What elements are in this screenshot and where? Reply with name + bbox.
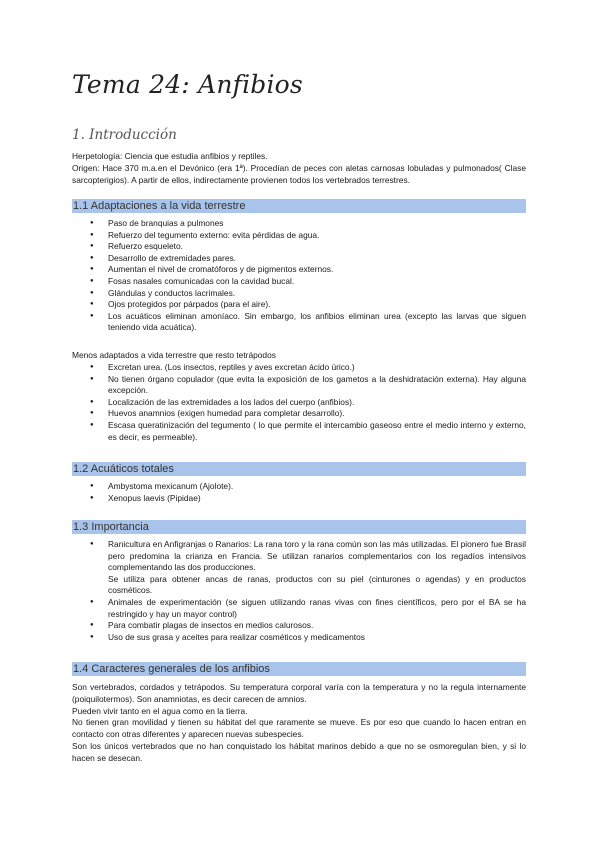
paragraph: Pueden vivir tanto en el agua como en la tierra. xyxy=(72,705,248,716)
list-item: ● Animales de experimentación (se siguen utilizando ranas vivas con fines científicos, pero por el BA se ha restringido y hay un mayor control) xyxy=(72,597,526,620)
ranicultura-extra: Se utiliza para obtener ancas de ranas, productos con su piel (cinturones o agendas) y en productos cosméticos. xyxy=(108,573,526,596)
importance-list xyxy=(72,539,526,643)
less-adapted-list xyxy=(72,362,526,443)
adaptations-list xyxy=(72,218,526,334)
list-item: ● Ojos protegidos por párpados (para el aire). xyxy=(72,299,526,311)
general-characters-text xyxy=(72,682,526,765)
list-item: ● Refuerzo del tegumento externo: evita pérdidas de agua. xyxy=(72,230,526,242)
subtitle-text: Menos adaptados a vida terrestre que resto tetrápodos xyxy=(72,350,276,360)
paragraph: Son los únicos vertebrados que no han conquistado los hábitat marinos debido a que no se osmoregulan bien, y si lo hacen se desecan. xyxy=(72,740,526,763)
list-item: ● Localización de las extremidades a los lados del cuerpo (anfibios). xyxy=(72,397,526,409)
intro-heading: 1. Introducción xyxy=(72,127,177,143)
intro-text xyxy=(72,151,526,186)
paragraph: No tienen gran movilidad y tienen su hábitat del que raramente se mueve. Es por eso que cuando lo hacen entran en contacto con otras diferentes y aparecen nuevas subespecies. xyxy=(72,717,526,740)
section-1-3-heading: 1.3 Importancia xyxy=(72,520,526,534)
section-1-4-heading: 1.4 Caracteres generales de los anfibios xyxy=(72,662,526,676)
list-item: ● Los acuáticos eliminan amoníaco. Sin embargo, los anfibios eliminan urea (excepto las larvas que siguen teniendo vida acuática). xyxy=(72,311,526,334)
document-title: Tema 24: Anfibios xyxy=(72,70,303,99)
list-item: ● Uso de sus grasa y aceites para realizar cosméticos y medicamentos xyxy=(72,632,526,644)
list-item: ● Glándulas y conductos lacrimales. xyxy=(72,288,526,300)
list-item: ● Refuerzo esqueleto. xyxy=(72,241,526,253)
list-item: ● Fosas nasales comunicadas con la cavidad bucal. xyxy=(72,276,526,288)
list-item: ● Huevos anamnios (exigen humedad para completar desarrollo). xyxy=(72,408,526,420)
section-1-2-heading: 1.2 Acuáticos totales xyxy=(72,462,526,476)
intro-paragraph: Herpetología: Ciencia que estudia anfibios y reptiles. xyxy=(72,151,268,161)
list-item: ● Paso de branquias a pulmones xyxy=(72,218,526,230)
section-1-1-heading: 1.1 Adaptaciones a la vida terrestre xyxy=(72,199,526,213)
list-item: ● Escasa queratinización del tegumento ( lo que permite el intercambio gaseoso entre el medio interno y externo, es decir, es permeable). xyxy=(72,420,526,443)
list-item: ● Para combatir plagas de insectos en medios calurosos. xyxy=(72,620,526,632)
paragraph: Son vertebrados, cordados y tetrápodos. Su temperatura corporal varía con la temperatura y no la regula internamente (poiquilotermos). Son anamniotas, es decir carecen de amnios. xyxy=(72,682,526,704)
list-item: ● Desarrollo de extremidades pares. xyxy=(72,253,526,265)
list-item: ● Excretan urea. (Los insectos, reptiles y aves excretan ácido úrico.) xyxy=(72,362,526,374)
intro-paragraph: Origen: Hace 370 m.a.en el Devónico (era 1ª). Procedían de peces con aletas carnosas lobuladas y pulmonados( Clase sarcopterigios). A partir de ellos, indirectamente provienen todos los vertebrados terrestres. xyxy=(72,162,526,185)
list-item: ● Xenopus laevis (Pipidae) xyxy=(72,493,526,505)
aquatic-list xyxy=(72,481,526,504)
list-item: ● Ambystoma mexicanum (Ajolote). xyxy=(72,481,526,493)
list-item: ● Aumentan el nivel de cromatóforos y de pigmentos externos. xyxy=(72,264,526,276)
ranicultura-text: Ranicultura en Anfigranjas o Ranarios: La rana toro y la rana común son las más utilizadas. El pionero fue Brasil pero predomina la crianza en Francia. Se utilizan ranarios complementarios con los regadíos intensivos complementando las dos producciones. xyxy=(108,539,526,573)
list-item xyxy=(72,539,526,597)
list-item: ● No tienen órgano copulador (que evita la exposición de los gametos a la deshidratación externa). Hay alguna excepción. xyxy=(72,374,526,397)
less-adapted-subtitle xyxy=(72,350,526,362)
